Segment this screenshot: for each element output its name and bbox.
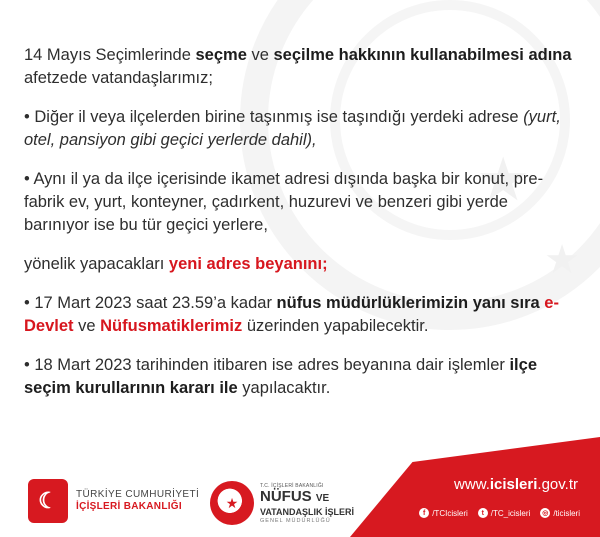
ministry-line1: TÜRKİYE CUMHURİYETİ (76, 489, 200, 500)
nvi-department: GENEL MÜDÜRLÜĞÜ (260, 517, 331, 524)
facebook-icon: f (419, 508, 429, 518)
nvi-title: NÜFUS VE (260, 487, 330, 505)
twitter-icon: t (478, 508, 488, 518)
background-star-icon: ★ (544, 238, 580, 282)
social-links (419, 508, 580, 518)
nvi-logo (210, 481, 354, 525)
instagram-link[interactable]: ◎ /ticisleri (542, 508, 580, 518)
paragraph-deadline: • 17 Mart 2023 saat 23.59’a kadar nüfus müdürlüklerimizin yanı sıra e-Devlet ve Nüfusmatiklerimiz üzerinden yapabilecektir. (24, 294, 559, 335)
paragraph-after: • 18 Mart 2023 tarihinden itibaren ise adres beyanına dair işlemler ilçe seçim kurullarının kararı ile yapılacaktır. (24, 356, 537, 397)
instagram-icon: ◎ (542, 510, 549, 517)
website-link[interactable]: www.icisleri.gov.tr (454, 476, 578, 493)
announcement-text (24, 44, 576, 416)
crescent-star-icon: ☾ (28, 479, 68, 523)
paragraph-declaration: yönelik yapacakları yeni adres beyanını; (24, 255, 328, 273)
nvi-small-text: T.C. İÇİŞLERİ BAKANLIĞI (260, 482, 324, 489)
paragraph-moved: • Diğer il veya ilçelerden birine taşınmış ise taşındığı yerdeki adrese (yurt, otel, pansiyon gibi geçici yerlerde dahil), (24, 108, 561, 149)
facebook-link[interactable]: f /TCIcisleri (419, 508, 468, 518)
paragraph-intro: 14 Mayıs Seçimlerinde seçme ve seçilme hakkının kullanabilmesi adına afetzede vatandaşlarımız; (24, 46, 572, 87)
twitter-link[interactable]: t /TC_icisleri (478, 508, 531, 518)
ministry-line2: İÇİŞLERİ BAKANLIĞI (76, 501, 182, 512)
nvi-emblem-icon: ★ (210, 481, 254, 525)
ministry-logo (28, 479, 199, 523)
paragraph-temporary: • Aynı il ya da ilçe içerisinde ikamet adresi dışında başka bir konut, pre-fabrik ev, yurt, konteyner, çadırkent, huzurevi ve benzeri gibi yerde barınıyor ise bu tür geçici yerlere, (24, 170, 544, 234)
background-star-icon: ★ (476, 146, 530, 213)
nvi-subtitle: VATANDAŞLIK İŞLERİ (260, 506, 354, 517)
